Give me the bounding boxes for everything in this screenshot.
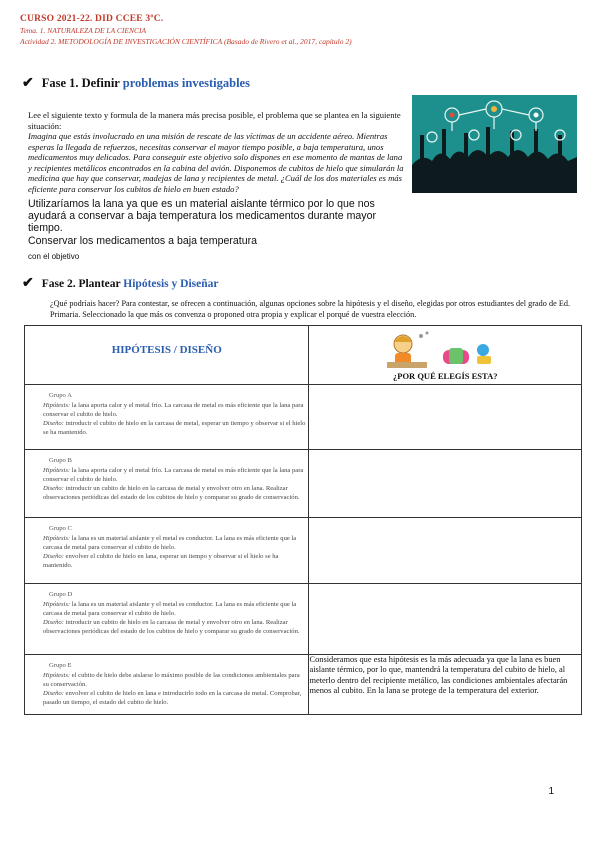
hypothesis-cell-e: Grupo E Hipótesis: el cubito de hielo debe aislarse lo máximo posible de las condiciones ambientales para su conservación. Diseño: envolver el cubito de hielo en lana e introducirlo todo en la carcasa de metal. Comprobar, pasado un tiempo, el estado del cubito de hielo. [25,655,309,715]
hypothesis-cell-d: Grupo D Hipótesis: la lana es un material aislante y el metal es conductor. La lana es más eficiente que la carcasa de metal para conservar el cubito de hielo. Diseño: introducir un cubito de hielo en la carcasa de metal y envolver otro en lana. Realizar observaciones periódicas del estado de los cubitos de hielo y comparar su grado de conservación. [25,584,309,655]
hypothesis-cell-c: Grupo C Hipótesis: la lana es un material aislante y el metal es conductor. La lana es más eficiente que la carcasa de metal para conservar el cubito de hielo. Diseño: envolver el cubito de hielo en lana, esperar un tiempo y observar si el hielo se ha mantenido. [25,518,309,584]
col1-header: HIPÓTESIS / DISEÑO [111,344,222,356]
student-thinking-icon [381,330,437,370]
hypothesis-cell-a: Grupo A Hipótesis: la lana aporta calor y el metal frío. La carcasa de metal es más eficiente que la lana para conservar el cubito de hielo. Diseño: introducir el cubito de hielo en la carcasa de metal, esperar un tiempo y observar si el hielo se ha mantenido. [25,385,309,450]
col2-header: ¿POR QUÉ ELEGÍS ESTA? [393,371,498,381]
phase1-answer [28,198,413,247]
answer-line-1: Utilizaríamos la lana ya que es un material aislante térmico por lo que nos ayudará a conservar a baja temperatura los medicamentos durante mayor tiempo. [28,198,377,235]
phase1-prefix: Fase 1. Definir [41,76,123,90]
phase2-highlight: Hipótesis y Diseñar [123,278,219,290]
checkmark-icon: ✔ [22,276,34,291]
collaboration-illustration [412,95,577,193]
hypothesis-table [24,325,582,715]
phase2-heading [22,275,219,292]
answer-line-2: Conservar los medicamentos a baja temperatura [28,234,258,247]
phase2-prefix: Fase 2. Plantear [41,278,124,290]
course-header: CURSO 2021-22. DID CCEE 3ºC. [20,14,164,24]
table-header-right [309,326,582,385]
phase1-heading [22,75,250,92]
reason-cell-b[interactable] [309,450,582,518]
reason-cell-c[interactable] [309,518,582,584]
reason-cell-d[interactable] [309,584,582,655]
tema-header: Tema. 1. NATURALEZA DE LA CIENCIA [20,26,147,35]
lab-flask-icon [439,340,499,368]
phase1-highlight: problemas investigables [122,76,250,90]
hypothesis-cell-b: Grupo B Hipótesis: la lana aporta calor y el metal frío. La carcasa de metal es más eficiente que la lana para conservar el cubito de hielo. Diseño: introducir un cubito de hielo en la carcasa de metal y envolver otro en lana. Realizar observaciones periódicas del estado de los cubitos de hielo y comparar su grado de conservación. [25,450,309,518]
actividad-header: Actividad 2. METODOLOGÍA DE INVESTIGACIÓN CIENTÍFICA (Basado de Rivero et al., 2017, capítulo 2) [20,37,352,46]
phase2-instructions: ¿Qué podríais hacer? Para contestar, se ofrecen a continuación, algunas opciones sobre la hipótesis y el diseño, elegidas por otros estudiantes del grado de Ed. Primaria. Seleccionado la que más os convenza o proponed otra propia y explicar el porqué de vuestra elección. [50,299,570,319]
reason-cell-e[interactable]: Consideramos que esta hipótesis es la más adecuada ya que la lana es buen aislante térmico, por lo que, mantendrá la temperatura del cubito de hielo, al meterlo dentro del recipiente metálico, las condiciones ambientales afectarán menos al cubito. En la lana se protege de la temperatura del exterior. [309,655,582,715]
intro-text [28,110,406,194]
intro-lead: Lee el siguiente texto y formula de la manera más precisa posible, el problema que se plantea en la siguiente situación: [28,110,401,131]
page-number: 1 [548,786,554,797]
table-header-left [25,326,309,385]
checkmark-icon: ✔ [22,76,34,91]
intro-case: Imagina que estás involucrado en una misión de rescate de las víctimas de un accidente aéreo. Mientras esperas la llegada de refuerzos, necesitas conservar el mayor tiempo posible, a baja temperatura, unos medicamentos muy delicados. Para conseguir este objetivo solo dispones en ese momento de mantas de lana y recipientes metálicos encontrados en la cabina del avión. Disponemos de cubitos de hielo que simularán la medicina que hay que conservar, madejas de lana y recipientes de metal. ¿Cuál de los dos materiales es más eficiente para conservar los cubitos de hielo en buen estado? [28,131,404,194]
objetivo-note: con el objetivo [28,252,80,261]
reason-cell-a[interactable] [309,385,582,450]
